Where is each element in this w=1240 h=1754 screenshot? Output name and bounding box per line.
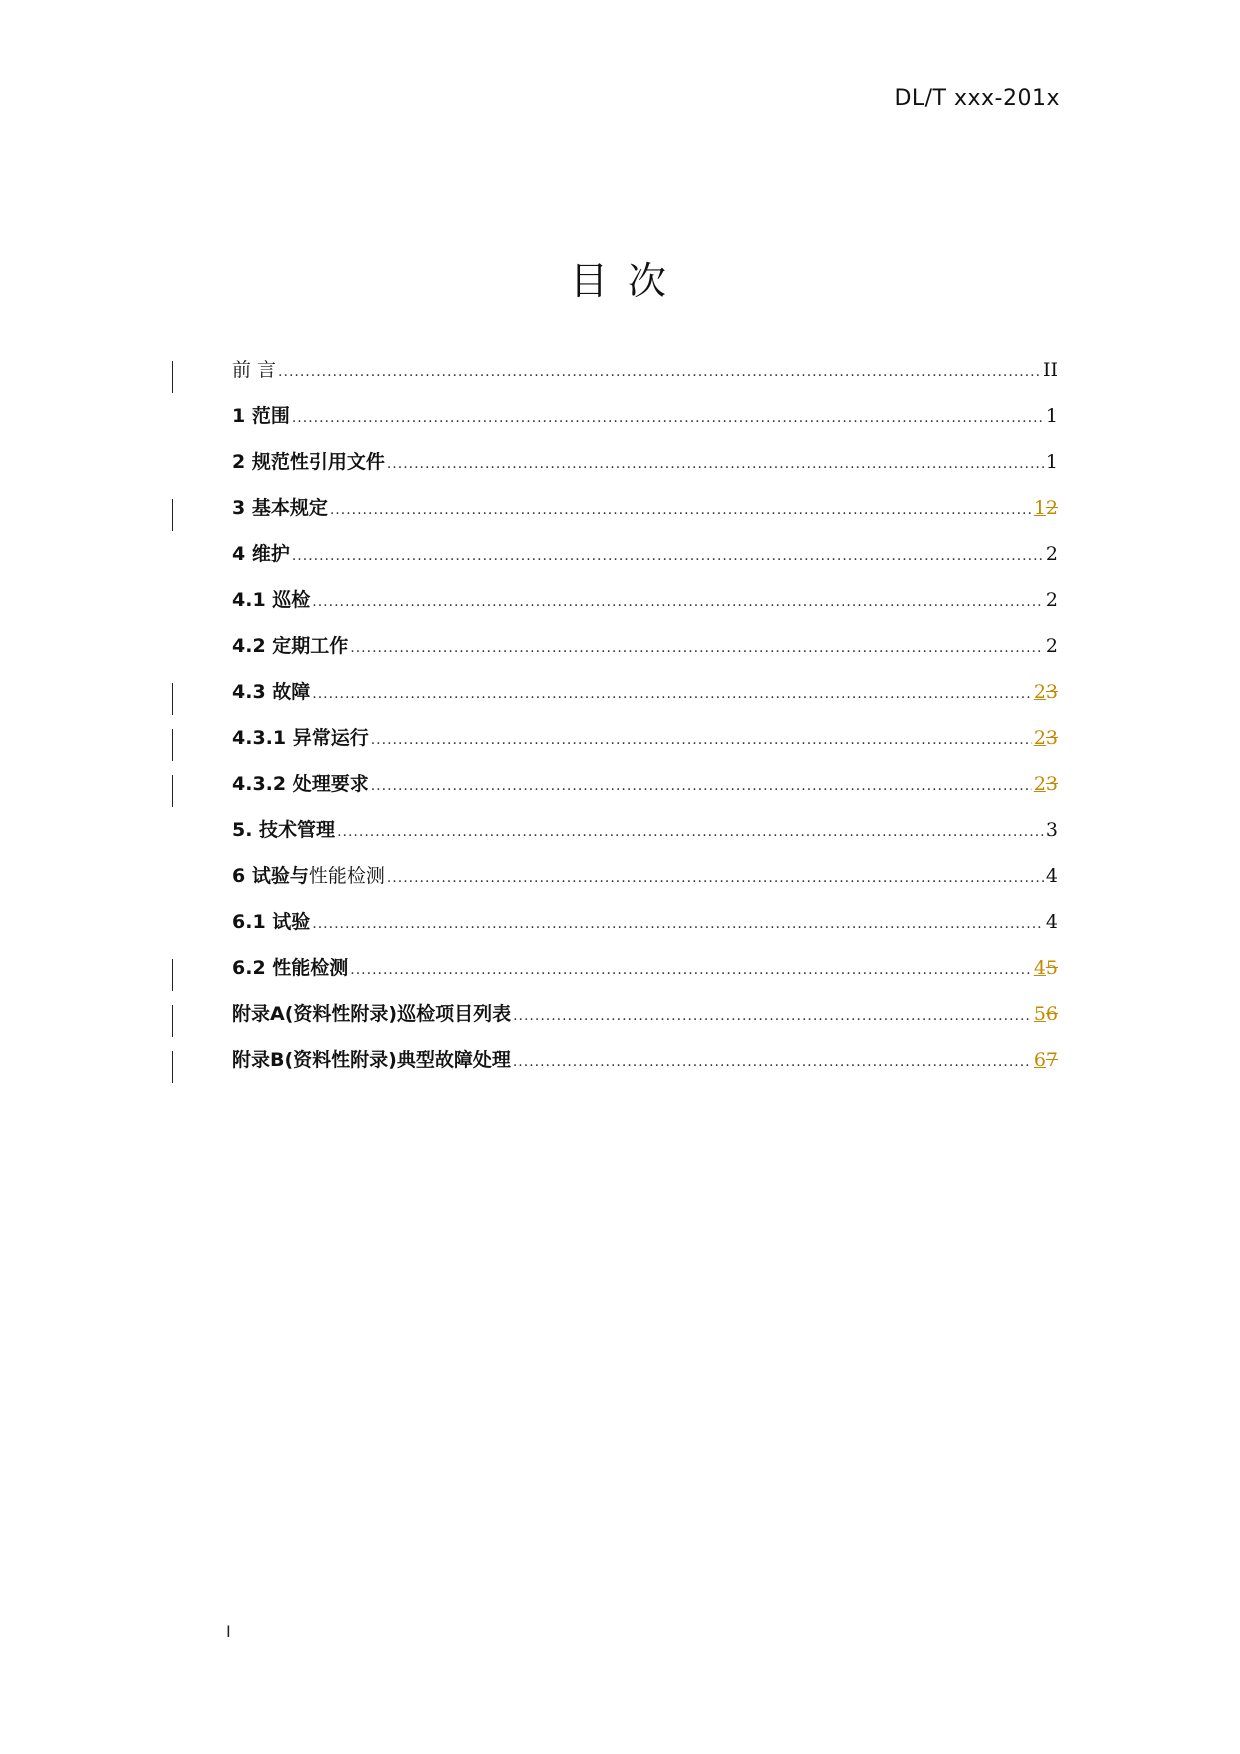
toc-dot-leader <box>278 364 1041 380</box>
toc-page-deleted: 7 <box>1045 1049 1058 1071</box>
toc-entry-label-text: 4 维护 <box>232 543 290 565</box>
toc-entry-label <box>232 1045 511 1072</box>
toc-page-deleted: 3 <box>1045 727 1058 749</box>
toc-dot-leader <box>350 962 1032 978</box>
toc-dot-leader <box>292 410 1044 426</box>
toc-page-deleted: 5 <box>1045 957 1058 979</box>
toc-entry[interactable] <box>232 631 1058 677</box>
toc-entry-label <box>232 815 335 842</box>
toc-dot-leader <box>292 548 1044 564</box>
revision-change-bar <box>172 729 173 761</box>
toc-entry-label-text: 附录B(资料性附录)典型故障处理 <box>232 1049 511 1071</box>
toc-entry-label <box>232 447 385 474</box>
revision-change-bar <box>172 775 173 807</box>
toc-dot-leader <box>330 502 1032 518</box>
toc-entry-label-text: 4.3.2 处理要求 <box>232 773 369 795</box>
toc-entry-page: 1 <box>1045 405 1058 427</box>
toc-entry-label <box>232 999 511 1026</box>
toc-entry-page: 2 <box>1045 589 1058 611</box>
toc-entry-label-text: 5. 技术管理 <box>232 819 336 841</box>
toc-entry-page: 2 <box>1045 543 1058 565</box>
toc-entry[interactable] <box>232 999 1058 1045</box>
toc-page-inserted: 5 <box>1033 1003 1046 1025</box>
toc-dot-leader <box>312 916 1044 932</box>
toc-dot-leader <box>387 870 1044 886</box>
table-of-contents <box>232 355 1058 1091</box>
toc-entry[interactable] <box>232 723 1058 769</box>
toc-page-inserted: 2 <box>1033 681 1046 703</box>
toc-entry[interactable] <box>232 539 1058 585</box>
toc-entry[interactable] <box>232 677 1058 723</box>
toc-entry-label-text: 3 基本规定 <box>232 497 328 519</box>
toc-entry-label <box>232 677 310 704</box>
toc-entry-page <box>1034 681 1058 703</box>
revision-change-bar <box>172 1005 173 1037</box>
toc-dot-leader <box>350 640 1044 656</box>
toc-entry-page <box>1034 1049 1058 1071</box>
toc-entry-page <box>1034 1003 1058 1025</box>
revision-change-bar <box>172 1051 173 1083</box>
toc-entry-label-text: 前 言 <box>232 359 277 381</box>
toc-entry-page <box>1034 727 1058 749</box>
toc-entry-label-light-text: 性能检测 <box>308 865 385 887</box>
toc-entry-label-text: 2 规范性引用文件 <box>232 451 385 473</box>
toc-entry[interactable] <box>232 1045 1058 1091</box>
toc-dot-leader <box>312 594 1044 610</box>
toc-page-deleted: 6 <box>1045 1003 1058 1025</box>
toc-entry[interactable] <box>232 585 1058 631</box>
toc-entry[interactable] <box>232 401 1058 447</box>
toc-page-inserted: 1 <box>1033 497 1046 519</box>
toc-entry[interactable] <box>232 815 1058 861</box>
toc-page-inserted: 6 <box>1033 1049 1046 1071</box>
toc-title: 目 次 <box>569 259 671 303</box>
toc-entry-label-text: 6.2 性能检测 <box>232 957 349 979</box>
toc-page-inserted: 2 <box>1033 727 1046 749</box>
toc-entry-label-text: 6 试验与 <box>232 865 309 887</box>
toc-entry[interactable] <box>232 861 1058 907</box>
document-code: DL/T xxx-201x <box>894 86 1060 111</box>
toc-entry-label <box>232 723 369 750</box>
toc-entry-label-text: 6.1 试验 <box>232 911 311 933</box>
toc-entry-page: II <box>1042 359 1058 381</box>
toc-entry-label <box>232 861 385 888</box>
toc-entry[interactable] <box>232 355 1058 401</box>
toc-entry-label-text: 4.3 故障 <box>232 681 311 703</box>
toc-entry-page <box>1034 957 1058 979</box>
toc-entry-page: 4 <box>1045 911 1058 933</box>
toc-dot-leader <box>513 1054 1032 1070</box>
toc-entry-page: 2 <box>1045 635 1058 657</box>
toc-dot-leader <box>312 686 1032 702</box>
toc-entry-label-text: 4.3.1 异常运行 <box>232 727 369 749</box>
toc-entry[interactable] <box>232 953 1058 999</box>
toc-entry-label-text: 4.2 定期工作 <box>232 635 349 657</box>
toc-entry-label-text: 附录A(资料性附录)巡检项目列表 <box>232 1003 512 1025</box>
toc-dot-leader <box>513 1008 1032 1024</box>
toc-dot-leader <box>387 456 1044 472</box>
toc-entry[interactable] <box>232 447 1058 493</box>
toc-entry[interactable] <box>232 907 1058 953</box>
toc-entry-label-text: 4.1 巡检 <box>232 589 311 611</box>
toc-dot-leader <box>337 824 1044 840</box>
page-number: I <box>226 1622 231 1641</box>
toc-entry-page <box>1034 773 1058 795</box>
toc-page-inserted: 4 <box>1033 957 1046 979</box>
revision-change-bar <box>172 683 173 715</box>
toc-entry-page: 4 <box>1045 865 1058 887</box>
toc-dot-leader <box>371 778 1032 794</box>
toc-page-inserted: 2 <box>1033 773 1046 795</box>
toc-entry-label <box>232 355 276 382</box>
toc-entry-label <box>232 769 369 796</box>
toc-entry-label <box>232 907 310 934</box>
revision-change-bar <box>172 959 173 991</box>
toc-entry-page: 1 <box>1045 451 1058 473</box>
revision-change-bar <box>172 499 173 531</box>
toc-entry-label <box>232 585 310 612</box>
toc-entry-page <box>1034 497 1058 519</box>
toc-page-deleted: 2 <box>1045 497 1058 519</box>
toc-entry-label-text: 1 范围 <box>232 405 290 427</box>
toc-page-deleted: 3 <box>1045 773 1058 795</box>
toc-page-deleted: 3 <box>1045 681 1058 703</box>
toc-entry-label <box>232 493 328 520</box>
revision-change-bar <box>172 361 173 393</box>
toc-entry[interactable] <box>232 493 1058 539</box>
toc-dot-leader <box>371 732 1032 748</box>
toc-entry[interactable] <box>232 769 1058 815</box>
toc-entry-label <box>232 539 290 566</box>
toc-entry-label <box>232 631 348 658</box>
toc-entry-label <box>232 401 290 428</box>
toc-entry-label <box>232 953 348 980</box>
toc-entry-page: 3 <box>1045 819 1058 841</box>
